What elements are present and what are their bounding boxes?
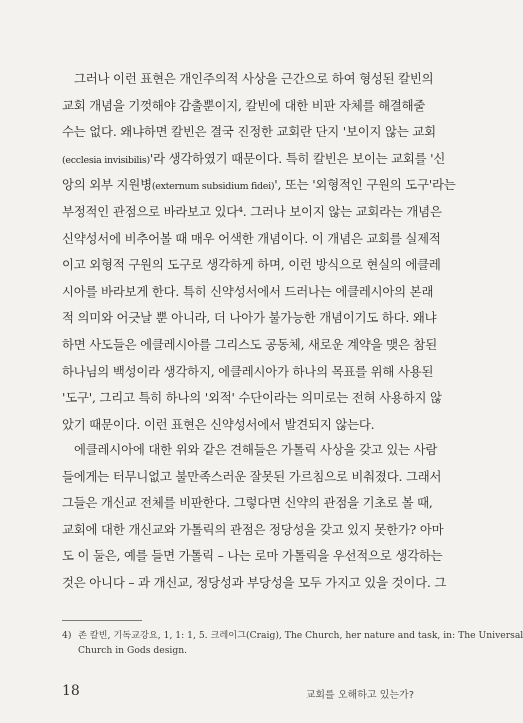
- text-line: 시아를 바라보게 한다. 특히 신약성서에서 드러나는 에클레시아의 본래: [62, 283, 434, 299]
- text-line: 에클레시아에 대한 위와 같은 견해들은 가톨릭 사상을 갖고 있는 사람: [74, 442, 438, 457]
- text-segment: '라 생각하였기 때문이다. 특히 칼빈은 보이는 교회를 '신: [149, 150, 446, 166]
- text-line: 이고 외형적 구원의 도구로 생각하게 하며, 이런 방식으로 현실의 에클레: [62, 257, 441, 273]
- latin-term: (externum subsidium fidei): [151, 181, 275, 193]
- footnote-number: 4): [62, 630, 72, 641]
- text-line: '도구', 그리고 특히 하나의 '외적' 수단이라는 의미로는 전혀 사용하지 않: [62, 390, 442, 406]
- running-head: 교회를 오해하고 있는가?: [305, 690, 414, 701]
- footnote-divider: [62, 620, 142, 621]
- text-line: 그러나 이런 표현은 개인주의적 사상을 근간으로 하여 형성된 칼빈의: [74, 71, 434, 86]
- footnote-line: [62, 628, 523, 643]
- text-line: 그들은 개신교 전체를 비판한다. 그렇다면 신약의 관점을 기초로 볼 때,: [62, 495, 433, 511]
- latin-term: (ecclesia invisibilis): [62, 154, 150, 166]
- text-line: 도 이 둘은, 예를 들면 가톨릭 – 나는 로마 가톨릭을 우선적으로 생각하는: [62, 548, 443, 564]
- text-line: 교회에 대한 개신교와 가톨릭의 관점은 정당성을 갖고 있지 못한가? 아마: [62, 521, 444, 537]
- text-line: 적 의미와 어긋날 뿐 아니라, 더 나아가 불가능한 개념이기도 하다. 왜냐: [62, 310, 437, 326]
- text-line: 부정적인 관점으로 바라보고 있다⁴. 그러나 보이지 않는 교회라는 개념은: [62, 203, 442, 219]
- text-line: [62, 172, 456, 199]
- footnote-text: 존 칼빈, 기독교강요, 1, 1: 1, 5. 크레이그(Craig), The Church, her nature and task, in: The Universal: [78, 630, 523, 641]
- page-number: 18: [62, 683, 80, 699]
- text-line: 교회 개념을 기껏해야 감출뿐이지, 칼빈에 대한 비판 자체를 해결해줄: [62, 97, 426, 113]
- paragraph-2: [62, 437, 447, 597]
- footnote: [62, 628, 523, 658]
- text-line: 하면 사도들은 에클레시아를 그리스도 공동체, 새로운 계약을 맺은 참된: [62, 336, 437, 352]
- text-line: 하나님의 백성이라 생각하지, 에클레시아가 하나의 목표를 위해 사용된: [62, 363, 434, 379]
- text-segment: 앙의 외부 지원병: [62, 177, 152, 193]
- text-line: 들에게는 터무니없고 불만족스러운 잘못된 가르침으로 비춰졌다. 그래서: [62, 468, 442, 484]
- text-line: [62, 146, 446, 173]
- text-line: 신약성서에 비추어볼 때 매우 어색한 개념이다. 이 개념은 교회를 실제적: [62, 230, 441, 246]
- text-line: 았기 때문이다. 이런 표현은 신약성서에서 발견되지 않는다.: [62, 416, 375, 432]
- footnote-line: Church in Gods design.: [78, 645, 188, 656]
- paragraph-1: [62, 66, 456, 438]
- text-line: 것은 아니다 – 과 개신교, 정당성과 부당성을 모두 가지고 있을 것이다. 그: [62, 574, 447, 590]
- text-line: 수는 없다. 왜냐하면 칼빈은 결국 진정한 교회란 단지 '보이지 않는 교회: [62, 124, 436, 140]
- text-segment: ', 또는 '외형적인 구원의 도구'라는: [274, 177, 456, 193]
